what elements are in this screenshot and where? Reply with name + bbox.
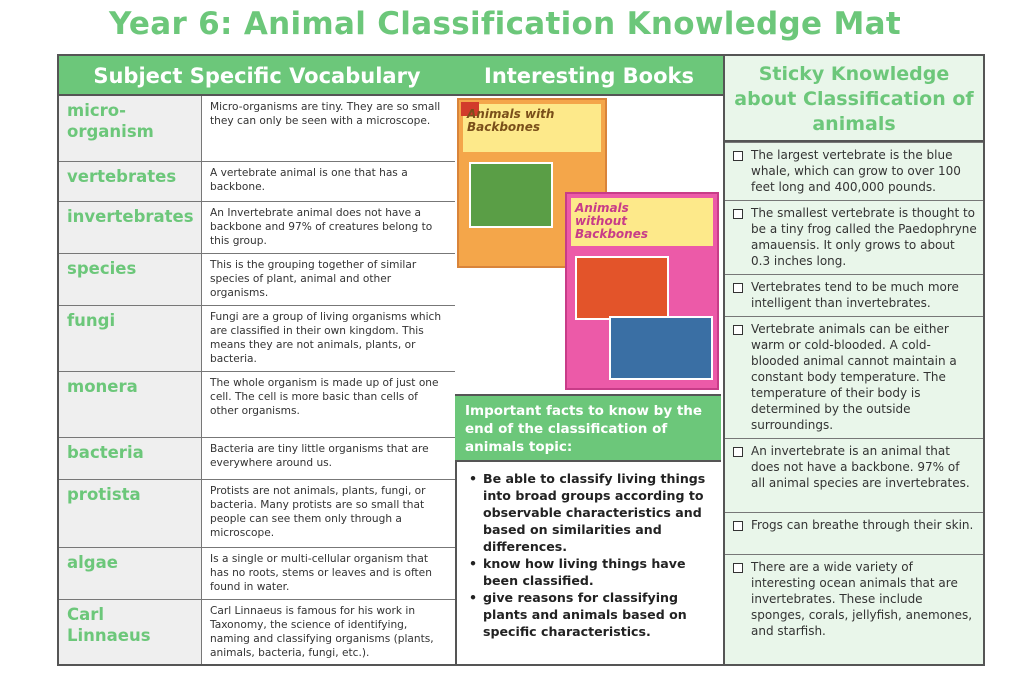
vocabulary-column (59, 56, 457, 664)
checkbox-icon (733, 283, 743, 293)
vocab-term: invertebrates (59, 202, 202, 253)
book-title: Animals without Backbones (575, 201, 648, 241)
sticky-item: Vertebrates tend to be much more intelligent than invertebrates. (725, 274, 983, 316)
vocab-row (59, 96, 455, 162)
vocab-definition: Bacteria are tiny little organisms that are everywhere around us. (210, 443, 429, 469)
fact-item: • Be able to classify living things into broad groups according to observable characteristics and based on similarities and differences. (483, 470, 711, 555)
vocab-term: micro- organism (59, 96, 202, 161)
vocab-term: Carl Linnaeus (59, 600, 202, 664)
vocab-row (59, 202, 455, 254)
facts-list (455, 462, 721, 640)
checkbox-icon (733, 151, 743, 161)
sticky-item: Frogs can breathe through their skin. (725, 512, 983, 554)
vocab-term: protista (59, 480, 202, 547)
vocab-definition: A vertebrate animal is one that has a backbone. (210, 167, 408, 193)
sticky-item: The largest vertebrate is the blue whale, which can grow to over 100 feet long and 400,000 pounds. (725, 142, 983, 200)
vocab-row (59, 162, 455, 202)
books-heading: Interesting Books (455, 56, 723, 96)
vocabulary-list (59, 96, 455, 664)
knowledge-mat-table (57, 54, 985, 666)
vocab-term: fungi (59, 306, 202, 371)
vocab-definition: Fungi are a group of living organisms which are classified in their own kingdom. This means they are not animals, plants, or bacteria. (210, 311, 442, 365)
checkbox-icon (733, 447, 743, 457)
sticky-item: The smallest vertebrate is thought to be a tiny frog called the Paedophryne amauensis. It only grows to about 0.3 inches long. (725, 200, 983, 274)
vocab-definition: Micro-organisms are tiny. They are so small they can only be seen with a microscope. (210, 101, 441, 127)
book-title: Animals with Backbones (467, 107, 555, 134)
vocab-row (59, 372, 455, 438)
vocab-definition: An Invertebrate animal does not have a backbone and 97% of creatures belong to this group. (210, 207, 433, 247)
vocab-definition: The whole organism is made up of just one cell. The cell is more basic than cells of other organisms. (210, 377, 439, 417)
vocab-row (59, 254, 455, 306)
vocab-row (59, 548, 455, 600)
vocab-row (59, 438, 455, 480)
vocab-row (59, 480, 455, 548)
sticky-heading: Sticky Knowledge about Classification of animals (725, 56, 983, 142)
checkbox-icon (733, 521, 743, 531)
vocab-definition: This is the grouping together of similar species of plant, animal and other organisms. (210, 259, 417, 299)
snake-photo (469, 162, 553, 228)
vocab-definition: Carl Linnaeus is famous for his work in Taxonomy, the science of identifying, naming and classifying organisms (plants, animals, bacteria, fungi, etc.). (210, 605, 434, 659)
vocab-term: vertebrates (59, 162, 202, 201)
book-covers (455, 96, 721, 396)
checkbox-icon (733, 325, 743, 335)
books-column (455, 56, 725, 664)
vocab-term: monera (59, 372, 202, 437)
page-title: Year 6: Animal Classification Knowledge Mat (109, 6, 901, 42)
vocab-definition: Is a single or multi-cellular organism that has no roots, stems or leaves and is often found in water. (210, 553, 432, 593)
checkbox-icon (733, 563, 743, 573)
vocab-definition: Protists are not animals, plants, fungi, or bacteria. Many protists are so small that people can see them only through a microscope. (210, 485, 426, 539)
vocabulary-heading: Subject Specific Vocabulary (59, 56, 455, 96)
vocab-row (59, 306, 455, 372)
facts-heading: Important facts to know by the end of the classification of animals topic: (455, 396, 721, 462)
starfish-photo (609, 316, 713, 380)
sticky-item: There are a wide variety of interesting ocean animals that are invertebrates. These include sponges, corals, jellyfish, anemones, and starfish. (725, 554, 983, 664)
book-cover-animals-without-backbones (565, 192, 719, 390)
fact-item: • give reasons for classifying plants and animals based on specific characteristics. (483, 589, 711, 640)
fact-item: • know how living things have been classified. (483, 555, 711, 589)
checkbox-icon (733, 209, 743, 219)
coral-photo (575, 256, 669, 320)
sticky-item: Vertebrate animals can be either warm or cold-blooded. A cold-blooded animal cannot maintain a constant body temperature. The temperature of their body is determined by the outside surroundings. (725, 316, 983, 438)
vocab-term: bacteria (59, 438, 202, 479)
vocab-term: algae (59, 548, 202, 599)
sticky-item: An invertebrate is an animal that does not have a backbone. 97% of all animal species are invertebrates. (725, 438, 983, 512)
vocab-row (59, 600, 455, 664)
vocab-term: species (59, 254, 202, 305)
sticky-knowledge-column (725, 56, 983, 664)
